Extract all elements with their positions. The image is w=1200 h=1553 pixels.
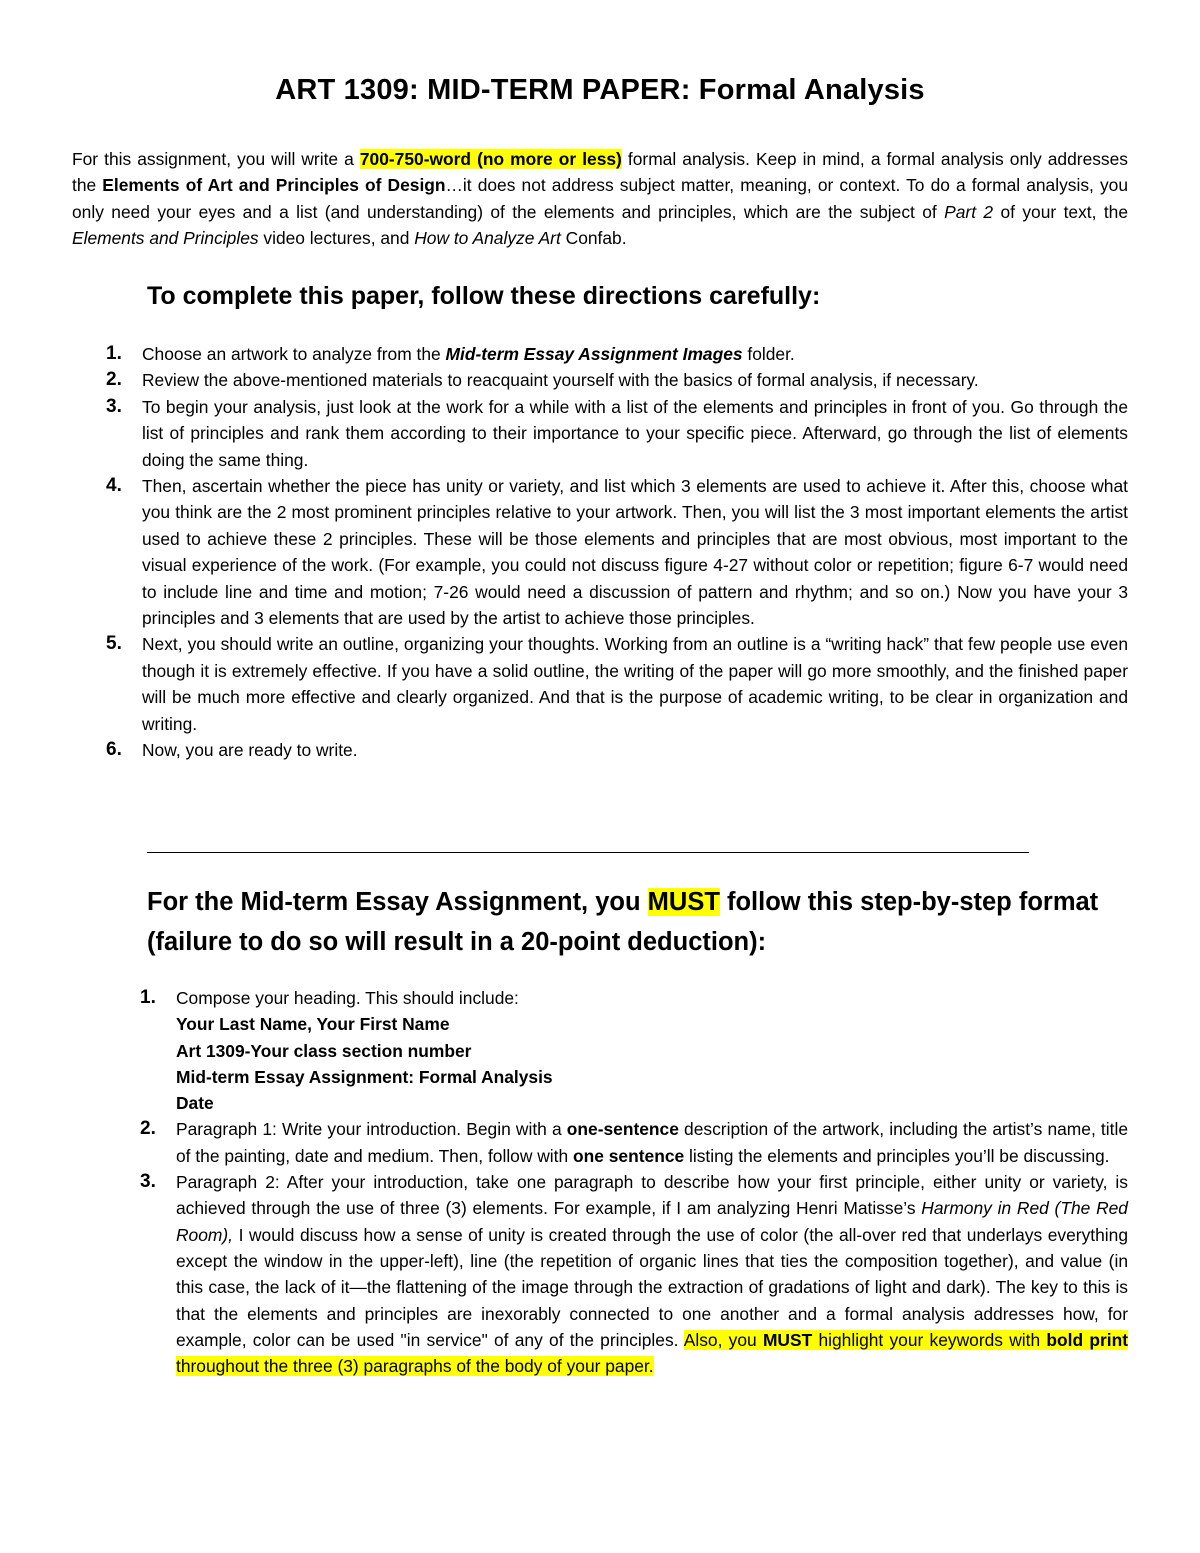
item-text: Review the above-mentioned materials to reacquaint yourself with the basics of formal analysis, if necessary. <box>142 370 979 391</box>
directions-list <box>72 341 1128 764</box>
must-term: MUST <box>762 1329 813 1350</box>
elements-principles-term: Elements of Art and Principles of Design <box>102 175 446 196</box>
item-text: Paragraph 2: After your introduction, take one paragraph to describe how your first principle, either unity or variety, is achieved through the use of three (3) elements. For example, if I am analyzing Henri Matisse’s <box>176 1172 1128 1219</box>
heading-line-assignment: Mid-term Essay Assignment: Formal Analysis <box>176 1066 553 1087</box>
directions-item-1 <box>72 341 1128 367</box>
format-item-3 <box>72 1169 1128 1379</box>
directions-item-6 <box>72 737 1128 763</box>
intro-text-3: …it does not address subject matter, meaning, or context. To do a formal analysis, you only need your eyes and a list (and understanding) of the elements and principles, which are the subject of <box>72 175 1129 222</box>
item-number: 2. <box>140 1118 156 1140</box>
directions-item-2 <box>72 367 1128 393</box>
part2-ref: Part 2 <box>944 201 994 222</box>
bold-term: one-sentence <box>566 1119 679 1140</box>
item-text: Then, ascertain whether the piece has unity or variety, and list which 3 elements are used to achieve it. After this, choose what you think are the 2 most prominent principles relative to your artwork. Then, you will list the 3 most important elements the artist used to achieve these 2 principles. These will be those elements and principles that are most obvious, most important to the visual experience of the work. (For example, you could not discuss figure 4-27 without color or repetition; figure 6-7 would need to include line and time and motion; 7-26 would need a discussion of pattern and rhythm; and so on.) Now you have your 3 principles and 3 elements that are used by the artist to achieve those principles. <box>142 476 1128 629</box>
item-text: To begin your analysis, just look at the work for a while with a list of the elements and principles in front of you. Go through the list of principles and rank them according to their importance to your specific piece. Afterward, go through the list of elements doing the same thing. <box>142 396 1128 470</box>
format-heading-text: For the Mid-term Essay Assignment, you <box>147 888 648 916</box>
item-text: Compose your heading. This should include: <box>176 988 519 1008</box>
item-text: Now, you are ready to write. <box>142 740 358 761</box>
item-number: 5. <box>106 633 122 655</box>
format-item-1 <box>72 985 1128 1116</box>
item-text: Choose an artwork to analyze from the <box>142 344 446 364</box>
item-text: description of the artwork, including the artist’s name, title of the painting, date and medium. Then, follow with <box>176 1119 1128 1166</box>
highlight-text: throughout the three (3) paragraphs of the body of your paper. <box>176 1356 654 1377</box>
video-title: Elements and Principles <box>72 228 259 249</box>
horizontal-divider <box>147 852 1029 853</box>
highlight-text: highlight your keywords with <box>812 1329 1047 1350</box>
images-folder-ref: Mid-term Essay Assignment Images <box>445 344 743 364</box>
intro-text-1: For this assignment, you will write a <box>72 149 360 169</box>
word-count-highlight: 700-750-word (no more or less) <box>359 149 622 169</box>
heading-line-date: Date <box>176 1093 214 1114</box>
format-heading <box>147 882 1107 962</box>
confab-title: How to Analyze Art <box>414 228 561 249</box>
format-list <box>72 985 1128 1379</box>
item-number: 6. <box>106 739 122 761</box>
item-number: 3. <box>106 395 122 417</box>
intro-text-2: formal analysis. Keep in mind, a formal analysis only addresses the <box>72 149 1128 196</box>
painting-title: Harmony in Red (The Red Room), <box>176 1198 1128 1245</box>
item-text: I would discuss how a sense of unity is created through the use of color (the all-over red that underlays everything except the window in the upper-left), line (the repetition of organic lines that ties the composition together), and value (in this case, the lack of it—the flattening of the image through the extraction of gradations of light and dark). The key to this is that the elements and principles are inexorably connected to one another and a formal analysis addresses how, for example, color can be used "in service" of any of the principles. <box>176 1224 1128 1350</box>
bold-term: one sentence <box>573 1145 685 1166</box>
item-number: 1. <box>106 343 122 364</box>
heading-line-section: Art 1309-Your class section number <box>176 1040 472 1061</box>
item-number: 3. <box>140 1171 156 1193</box>
directions-item-5 <box>72 631 1128 737</box>
item-text: Next, you should write an outline, organizing your thoughts. Working from an outline is a “writing hack” that few people use even though it is extremely effective. If you have a solid outline, the writing of the paper will go more smoothly, and the finished paper will be much more effective and clearly organized. And that is the purpose of academic writing, to be clear in organization and writing. <box>142 634 1128 734</box>
item-number: 4. <box>106 475 122 497</box>
item-text: Paragraph 1: Write your introduction. Begin with a <box>176 1119 567 1140</box>
intro-text-6: Confab. <box>560 228 627 249</box>
directions-item-3 <box>72 394 1128 473</box>
directions-item-4 <box>72 473 1128 631</box>
format-heading-text: follow this step-by-step format (failure to do so will result in a 20-point deduction): <box>147 888 1099 956</box>
heading-line-name: Your Last Name, Your First Name <box>176 1014 450 1035</box>
directions-heading: To complete this paper, follow these directions carefully: <box>147 282 821 310</box>
bold-print-term: bold print <box>1046 1329 1128 1350</box>
intro-paragraph <box>72 146 1128 252</box>
must-highlight: MUST <box>647 888 720 916</box>
document-title: ART 1309: MID-TERM PAPER: Formal Analysis <box>275 74 925 106</box>
highlight-text: Also, you <box>683 1329 763 1350</box>
format-item-2 <box>72 1116 1128 1169</box>
intro-text-5: video lectures, and <box>258 228 415 249</box>
item-number: 2. <box>106 369 122 391</box>
item-text: folder. <box>742 344 795 364</box>
item-number: 1. <box>140 987 156 1008</box>
intro-text-4: of your text, the <box>993 201 1128 222</box>
item-text: listing the elements and principles you’ll be discussing. <box>684 1145 1110 1166</box>
